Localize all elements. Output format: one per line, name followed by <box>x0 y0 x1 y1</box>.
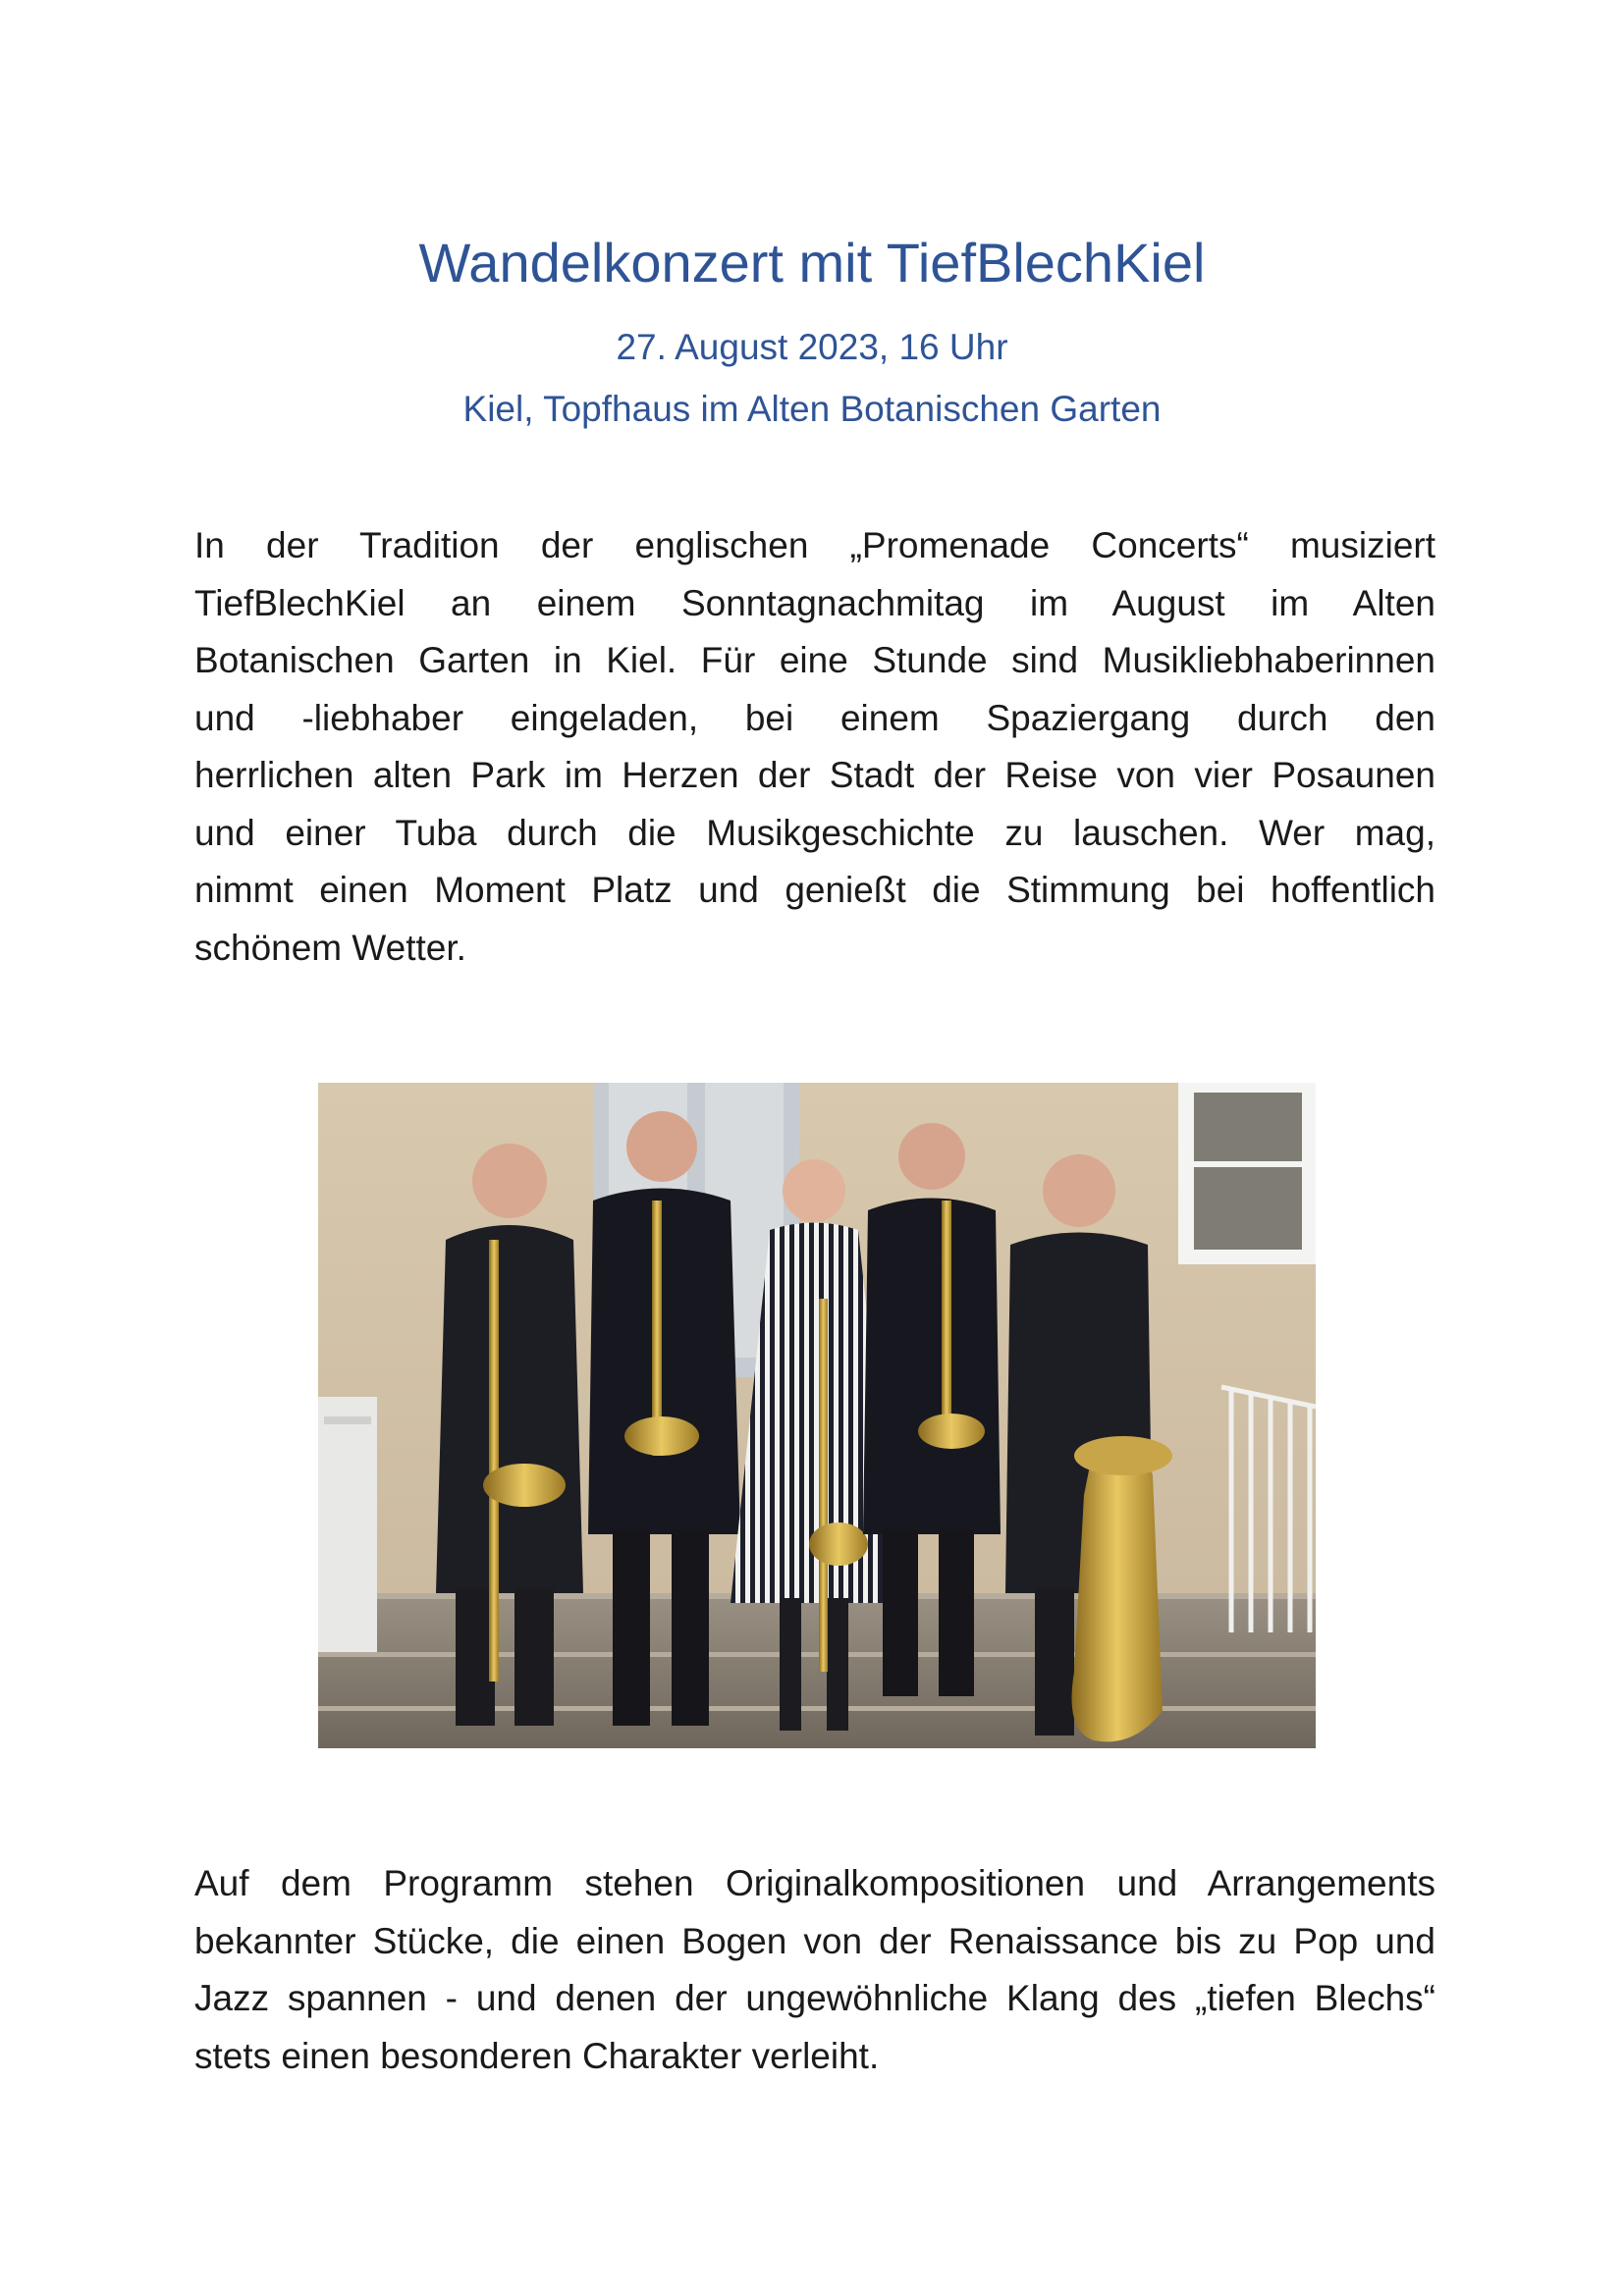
program-line: Auf dem Programm stehen Originalkompositionen und Arrangements <box>194 1863 1435 1903</box>
intro-line: In der Tradition der englischen „Promenade Concerts“ musiziert <box>194 525 1435 565</box>
intro-line: und -liebhaber eingeladen, bei einem Spaziergang durch den <box>194 697 1435 738</box>
program-line: bekannter Stücke, die einen Bogen von der Renaissance bis zu Pop und <box>194 1920 1435 1961</box>
intro-line: nimmt einen Moment Platz und genießt die Stimmung bei hoffentlich <box>194 870 1435 910</box>
intro-line: und einer Tuba durch die Musikgeschichte zu lauschen. Wer mag, <box>194 812 1435 853</box>
intro-line: schönem Wetter. <box>194 927 466 968</box>
program-line: stets einen besonderen Charakter verleiht. <box>194 2035 880 2076</box>
event-date-time: 27. August 2023, 16 Uhr <box>616 327 1008 367</box>
event-location: Kiel, Topfhaus im Alten Botanischen Garten <box>462 389 1162 429</box>
program-line: Jazz spannen - und denen der ungewöhnliche Klang des „tiefen Blechs“ <box>194 1978 1435 2018</box>
intro-line: TiefBlechKiel an einem Sonntagnachmitag im August im Alten <box>194 582 1435 623</box>
garden-chair <box>318 1397 377 1652</box>
intro-line: herrlichen alten Park im Herzen der Stadt der Reise von vier Posaunen <box>194 755 1435 795</box>
intro-line: Botanischen Garten in Kiel. Für eine Stunde sind Musikliebhaberinnen <box>194 640 1435 680</box>
page-title: Wandelkonzert mit TiefBlechKiel <box>418 232 1206 294</box>
intro-paragraph <box>194 517 1435 977</box>
ensemble-photo <box>318 1083 1316 1748</box>
program-paragraph <box>194 1855 1435 2085</box>
